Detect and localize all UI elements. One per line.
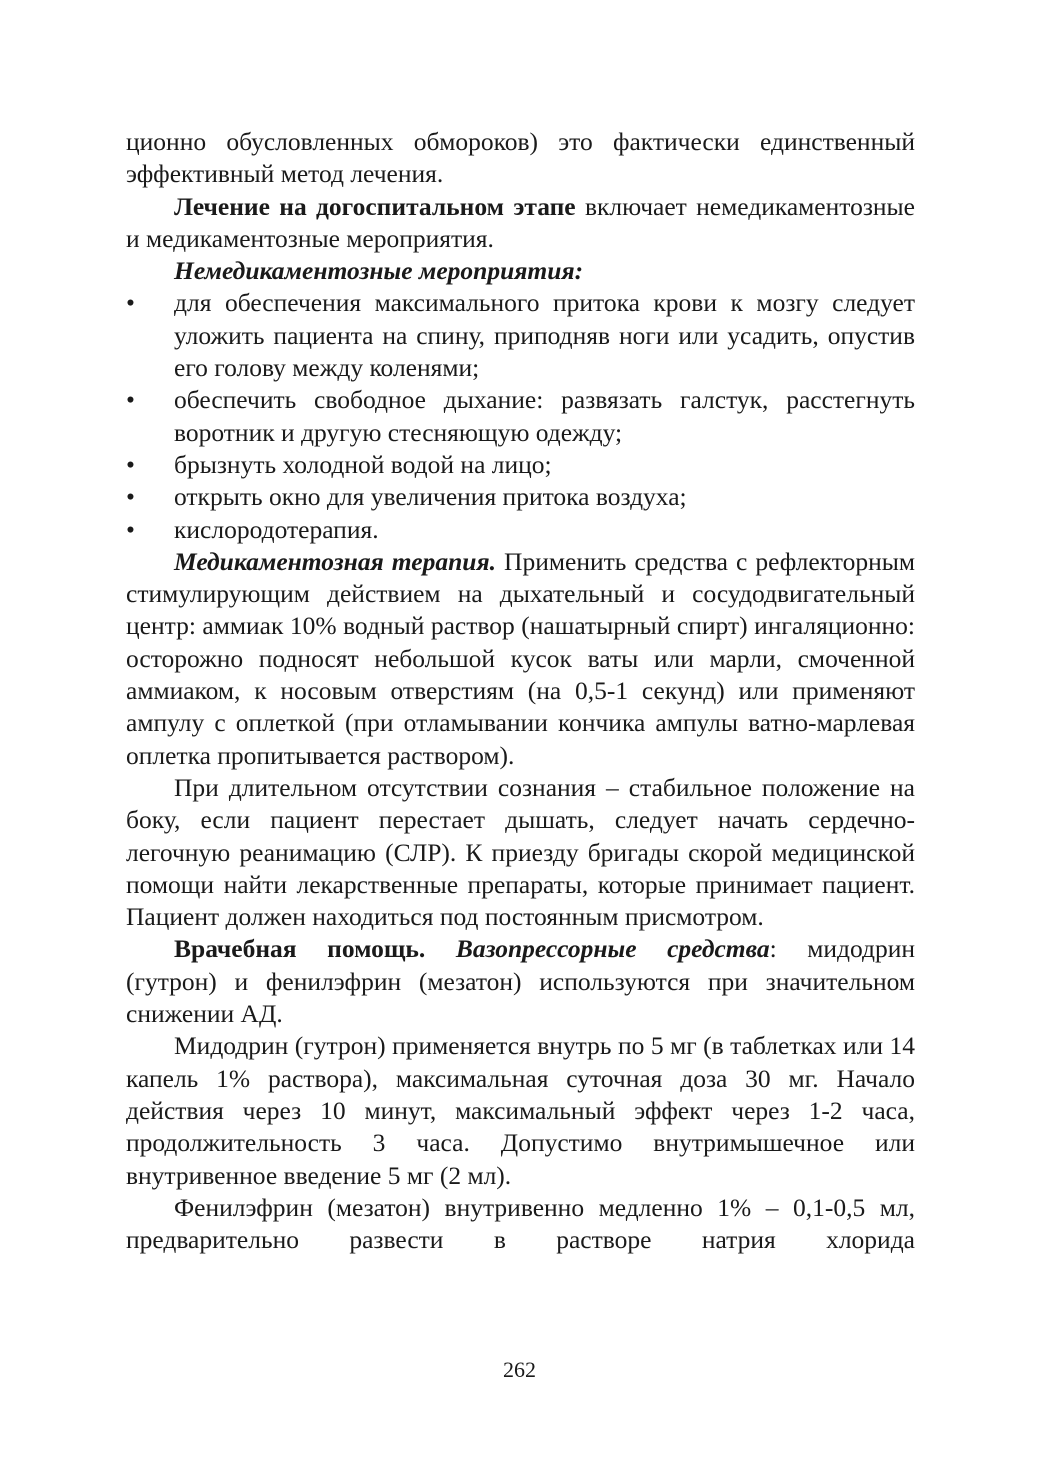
medical-aid-space — [425, 934, 456, 963]
non-drug-measures-heading — [126, 255, 915, 287]
medical-aid-heading: Врачебная помощь. — [174, 934, 426, 964]
list-item — [126, 449, 915, 481]
non-drug-measures-title: Немедикаментозные мероприятия: — [174, 256, 584, 286]
paragraph-phenylephrine: Фенилэфрин (мезатон) внутривенно медленно 1% – 0,1-0,5 мл, предварительно развести в растворе натрия хлорида — [126, 1192, 915, 1255]
list-item — [126, 287, 915, 384]
paragraph-drug-therapy — [126, 546, 915, 772]
non-drug-measures-list — [126, 287, 915, 545]
list-item-text: для обеспечения максимального притока крови к мозгу следует уложить пациента на спину, приподняв ноги или усадить, опустив его голову между коленями; — [174, 288, 915, 383]
paragraph-continuation: ционно обусловленных обмороков) это фактически единственный эффективный метод лечения. — [126, 127, 915, 189]
bullet-icon: • — [126, 449, 135, 479]
prehospital-treatment-heading: Лечение на догоспитальном этапе — [174, 191, 576, 221]
prehospital-treatment-text: включает немедикаментозные и медикаментозные мероприятия. — [126, 191, 915, 253]
list-item — [126, 384, 915, 449]
drug-therapy-heading: Медикаментозная терапия. — [174, 546, 496, 576]
paragraph-prolonged-unconsciousness: При длительном отсутствии сознания – стабильное положение на боку, если пациент перестает дышать, следует начать сердечно-легочную реанимацию (СЛР). К приезду бригады скорой медицинской помощи найти лекарственные препараты, которые принимает пациент. Пациент должен находиться под постоянным присмотром. — [126, 772, 915, 932]
paragraph-medical-aid — [126, 933, 915, 1030]
drug-therapy-text: Применить средства с рефлекторным стимулирующим действием на дыхательный и сосудодвигательный центр: аммиак 10% водный раствор (нашатырный спирт) ингаляционно: осторожно подносят небольшой кусок ваты или марли, смоченной аммиаком, к носовым отверстиям (на 0,5-1 секунд) или применяют ампулу с оплеткой (при отламывании кончика ампулы ватно-марлевая оплетка пропитывается раствором). — [126, 546, 915, 770]
list-item — [126, 514, 915, 546]
vasopressors-text: : мидодрин (гутрон) и фенилэфрин (мезатон) используются при значительном снижении АД. — [126, 934, 916, 1029]
vasopressors-heading: Вазопрессорные средства — [455, 934, 770, 964]
bullet-icon: • — [126, 514, 135, 544]
page-number: 262 — [503, 1357, 536, 1382]
list-item-text: обеспечить свободное дыхание: развязать галстук, расстегнуть воротник и другую стесняющую одежду; — [174, 385, 915, 447]
paragraph-midodrine: Мидодрин (гутрон) применяется внутрь по 5 мг (в таблетках или 14 капель 1% раствора), максимальная суточная доза 30 мг. Начало действия через 10 минут, максимальный эффект через 1-2 часа, продолжительность 3 часа. Допустимо внутримышечное или внутривенное введение 5 мг (2 мл). — [126, 1031, 915, 1190]
list-item-text: брызнуть холодной водой на лицо; — [174, 449, 552, 479]
bullet-icon: • — [126, 288, 135, 318]
bullet-icon: • — [126, 482, 135, 512]
list-item-text: открыть окно для увеличения притока воздуха; — [174, 482, 687, 512]
list-item — [126, 481, 915, 513]
bullet-icon: • — [126, 385, 135, 415]
list-item-text: кислородотерапия. — [174, 514, 379, 544]
page-body — [126, 126, 915, 1256]
paragraph-prehospital-treatment — [126, 191, 915, 256]
